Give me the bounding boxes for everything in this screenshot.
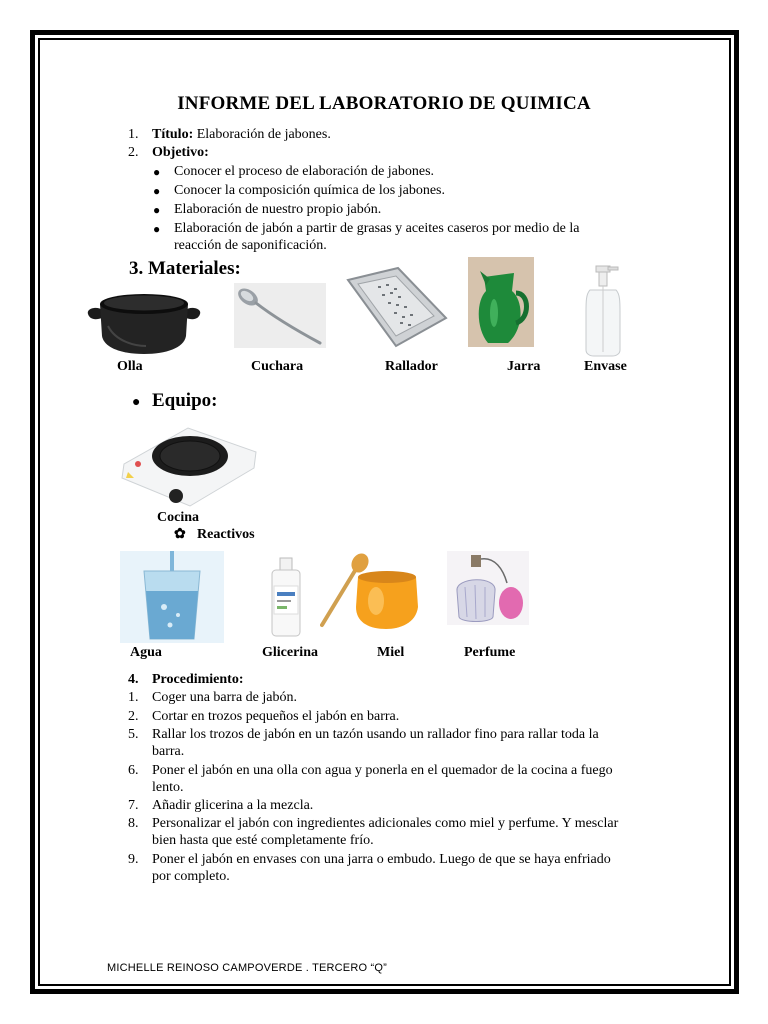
- step-number: 9.: [128, 852, 139, 867]
- materiales-heading: 3. Materiales:: [129, 258, 241, 279]
- cocina-image: [118, 424, 258, 508]
- reactivo-label: Perfume: [464, 645, 516, 660]
- step-number: 6.: [128, 763, 139, 778]
- step-text: Rallar los trozos de jabón en un tazón usando un rallador fino para rallar toda la: [152, 727, 599, 742]
- reactivo-label: Agua: [130, 645, 162, 660]
- step-text-continued: barra.: [152, 744, 185, 759]
- agua-image: [120, 551, 224, 643]
- cuchara-image: [234, 283, 326, 348]
- step-number: 8.: [128, 816, 139, 831]
- procedure-heading: Procedimiento:: [152, 672, 244, 687]
- titulo-text: Elaboración de jabones.: [193, 127, 331, 142]
- step-text-continued: lento.: [152, 780, 184, 795]
- step-text: Añadir glicerina a la mezcla.: [152, 798, 314, 813]
- procedure-number: 4.: [128, 672, 139, 687]
- rallador-image: [338, 266, 450, 351]
- step-text-continued: por completo.: [152, 869, 230, 884]
- step-number: 7.: [128, 798, 139, 813]
- bullet-icon: ●: [153, 222, 161, 236]
- jarra-image: [468, 257, 534, 347]
- objective-item: Conocer la composición química de los jabones.: [174, 183, 445, 198]
- perfume-image: [447, 551, 529, 625]
- report-title: INFORME DEL LABORATORIO DE QUIMICA: [177, 93, 591, 114]
- reactivo-label: Miel: [377, 645, 405, 660]
- objective-item: Elaboración de nuestro propio jabón.: [174, 202, 382, 217]
- footer-author: MICHELLE REINOSO CAMPOVERDE . TERCERO “Q”: [107, 962, 387, 974]
- step-text: Personalizar el jabón con ingredientes adicionales como miel y perfume. Y mesclar: [152, 816, 619, 831]
- item-number: 1.: [128, 127, 139, 142]
- material-label: Cuchara: [251, 359, 304, 374]
- objective-item: Elaboración de jabón a partir de grasas y aceites caseros por medio de la: [174, 221, 580, 236]
- objetivo-label: Objetivo:: [152, 145, 209, 160]
- step-number: 5.: [128, 727, 139, 742]
- material-label: Olla: [117, 359, 143, 374]
- envase-image: [582, 262, 624, 358]
- glicerina-image: [268, 556, 304, 638]
- material-label: Rallador: [385, 359, 438, 374]
- olla-image: [86, 286, 202, 356]
- item-titulo: [152, 127, 331, 143]
- step-text: Poner el jabón en envases con una jarra o embudo. Luego de que se haya enfriado: [152, 852, 611, 867]
- equipo-heading: Equipo:: [152, 390, 218, 411]
- step-text: Cortar en trozos pequeños el jabón en barra.: [152, 709, 400, 724]
- miel-image: [320, 551, 420, 629]
- bullet-icon: ●: [153, 165, 161, 179]
- titulo-label: Título:: [152, 127, 194, 142]
- reactivos-bullet-icon: ✿: [174, 527, 186, 542]
- step-number: 1.: [128, 690, 139, 705]
- step-text: Poner el jabón en una olla con agua y ponerla en el quemador de la cocina a fuego: [152, 763, 613, 778]
- item-objetivo: [152, 145, 209, 161]
- material-label: Envase: [584, 359, 627, 374]
- material-label: Jarra: [507, 359, 541, 374]
- bullet-icon: ●: [153, 203, 161, 217]
- reactivos-heading: Reactivos: [197, 527, 255, 542]
- objective-item-continued: reacción de saponificación.: [174, 238, 327, 253]
- bullet-icon: ●: [132, 395, 141, 410]
- step-number: 2.: [128, 709, 139, 724]
- item-number: 2.: [128, 145, 139, 160]
- step-text: Coger una barra de jabón.: [152, 690, 297, 705]
- objective-item: Conocer el proceso de elaboración de jabones.: [174, 164, 435, 179]
- bullet-icon: ●: [153, 184, 161, 198]
- page-border-inner: [38, 38, 731, 986]
- reactivo-label: Glicerina: [262, 645, 318, 660]
- equipo-label: Cocina: [157, 510, 199, 525]
- step-text-continued: bien hasta que esté completamente frío.: [152, 833, 374, 848]
